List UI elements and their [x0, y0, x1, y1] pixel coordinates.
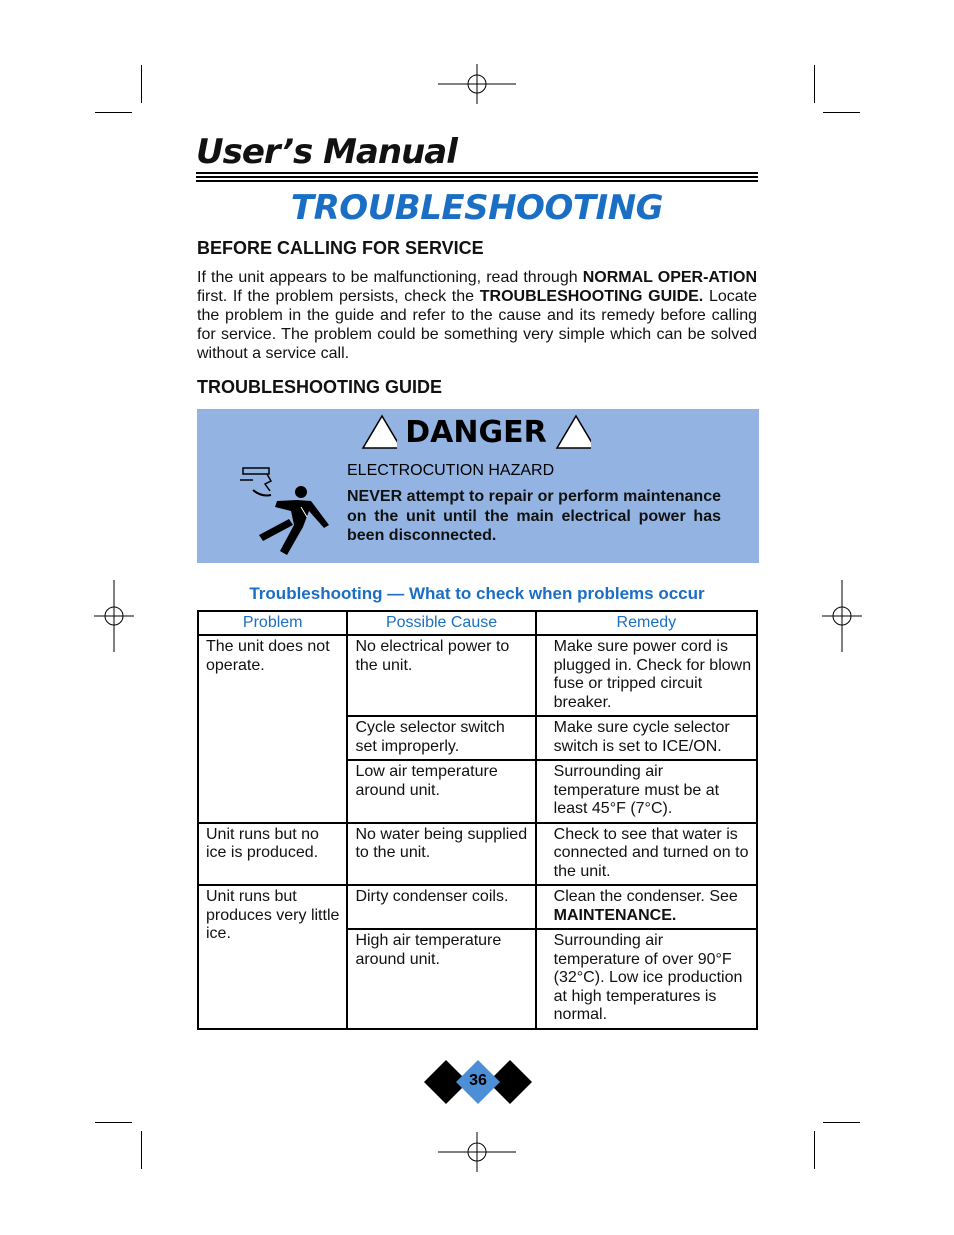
remedy-plain: Clean the condenser. See — [553, 888, 738, 905]
page-number-badge — [424, 1060, 532, 1104]
before-service-paragraph — [197, 268, 757, 363]
crop-mark — [141, 65, 142, 103]
hazard-title: ELECTROCUTION HAZARD — [347, 462, 555, 479]
column-header: Remedy — [536, 611, 757, 635]
cause-cell — [347, 760, 535, 823]
cause-text: No electrical power to the unit. — [355, 638, 510, 674]
remedy-text: Make sure power cord is plugged in. Check for blown fuse or tripped circuit breaker. — [553, 638, 752, 711]
normal-operation-reference: NORMAL OPER-ATION — [582, 269, 757, 286]
warning-triangle-icon — [361, 414, 397, 450]
electrocution-hazard-icon — [237, 465, 337, 557]
cause-text: Dirty condenser coils. — [355, 888, 509, 905]
remedy-cell — [536, 760, 757, 823]
problem-cell — [198, 635, 347, 823]
before-service-heading: BEFORE CALLING FOR SERVICE — [197, 238, 484, 258]
troubleshooting-guide-reference: TROUBLESHOOTING GUIDE. — [479, 288, 704, 305]
crop-mark — [823, 1122, 860, 1123]
cause-text: Cycle selector switch set improperly. — [355, 719, 505, 755]
remedy-text: Surrounding air temperature of over 90°F (32°C). Low ice production at high temperatures is normal. — [553, 932, 743, 1023]
page-number: 36 — [469, 1072, 487, 1089]
column-header: Possible Cause — [347, 611, 535, 635]
cause-text: Low air temperature around unit. — [355, 763, 498, 799]
problem-text: The unit does not operate. — [206, 638, 330, 674]
cause-cell — [347, 885, 535, 929]
cause-text: No water being supplied to the unit. — [355, 825, 528, 861]
cause-cell — [347, 716, 535, 760]
crop-mark — [814, 65, 815, 103]
table-caption: Troubleshooting — What to check when problems occur — [249, 584, 705, 603]
danger-label: DANGER — [405, 414, 547, 450]
column-header: Problem — [198, 611, 347, 635]
never-emphasis: NEVER — [347, 488, 403, 505]
problem-cell — [198, 823, 347, 886]
cause-cell — [347, 823, 535, 886]
hazard-body: attempt to repair or perform maintenance on the unit until the main electrical power has been disconnected. — [347, 488, 721, 544]
remedy-cell — [536, 635, 757, 716]
remedy-text: Check to see that water is connected and turned on to the unit. — [553, 825, 749, 880]
table-row — [198, 885, 757, 929]
registration-mark-icon — [438, 1132, 516, 1172]
manual-title: User’s Manual — [196, 132, 457, 172]
crop-mark — [823, 112, 860, 113]
table-header-row — [198, 611, 757, 635]
paragraph-text: Locate the problem in the guide and refer to the cause and its remedy before calling for service. The problem could be something very simple which can be solved without a service call. — [197, 288, 757, 362]
remedy-text: Make sure cycle selector switch is set to ICE/ON. — [553, 719, 730, 755]
troubleshooting-table — [197, 610, 758, 1030]
problem-text: Unit runs but produces very little ice. — [206, 888, 340, 942]
problem-cell — [198, 885, 347, 1029]
cause-cell — [347, 635, 535, 716]
crop-mark — [95, 112, 132, 113]
paragraph-text: first. If the problem persists, check the — [197, 288, 480, 305]
crop-mark — [141, 1131, 142, 1169]
maintenance-reference: MAINTENANCE. — [553, 906, 677, 924]
paragraph-text: If the unit appears to be malfunctioning, read through — [197, 269, 583, 286]
header-rule — [196, 180, 758, 182]
remedy-cell — [536, 885, 757, 929]
remedy-cell — [536, 929, 757, 1029]
remedy-cell — [536, 716, 757, 760]
header-rule — [196, 176, 758, 178]
header-rule — [196, 172, 758, 174]
table-row — [198, 823, 757, 886]
cause-cell — [347, 929, 535, 1029]
crop-mark — [814, 1131, 815, 1169]
danger-box — [197, 409, 759, 563]
remedy-cell — [536, 823, 757, 886]
table-row — [198, 635, 757, 716]
problem-text: Unit runs but no ice is produced. — [206, 825, 319, 861]
registration-mark-icon — [94, 580, 134, 652]
hazard-text — [347, 487, 721, 546]
registration-mark-icon — [438, 64, 516, 104]
remedy-text — [537, 886, 756, 928]
remedy-text: Surrounding air temperature must be at least 45°F (7°C). — [553, 763, 720, 817]
crop-mark — [95, 1122, 132, 1123]
registration-mark-icon — [822, 580, 862, 652]
cause-text: High air temperature around unit. — [355, 932, 502, 968]
section-title: TROUBLESHOOTING — [290, 188, 664, 228]
warning-triangle-icon — [555, 414, 591, 450]
danger-banner — [361, 413, 591, 451]
troubleshooting-guide-heading: TROUBLESHOOTING GUIDE — [197, 377, 443, 397]
